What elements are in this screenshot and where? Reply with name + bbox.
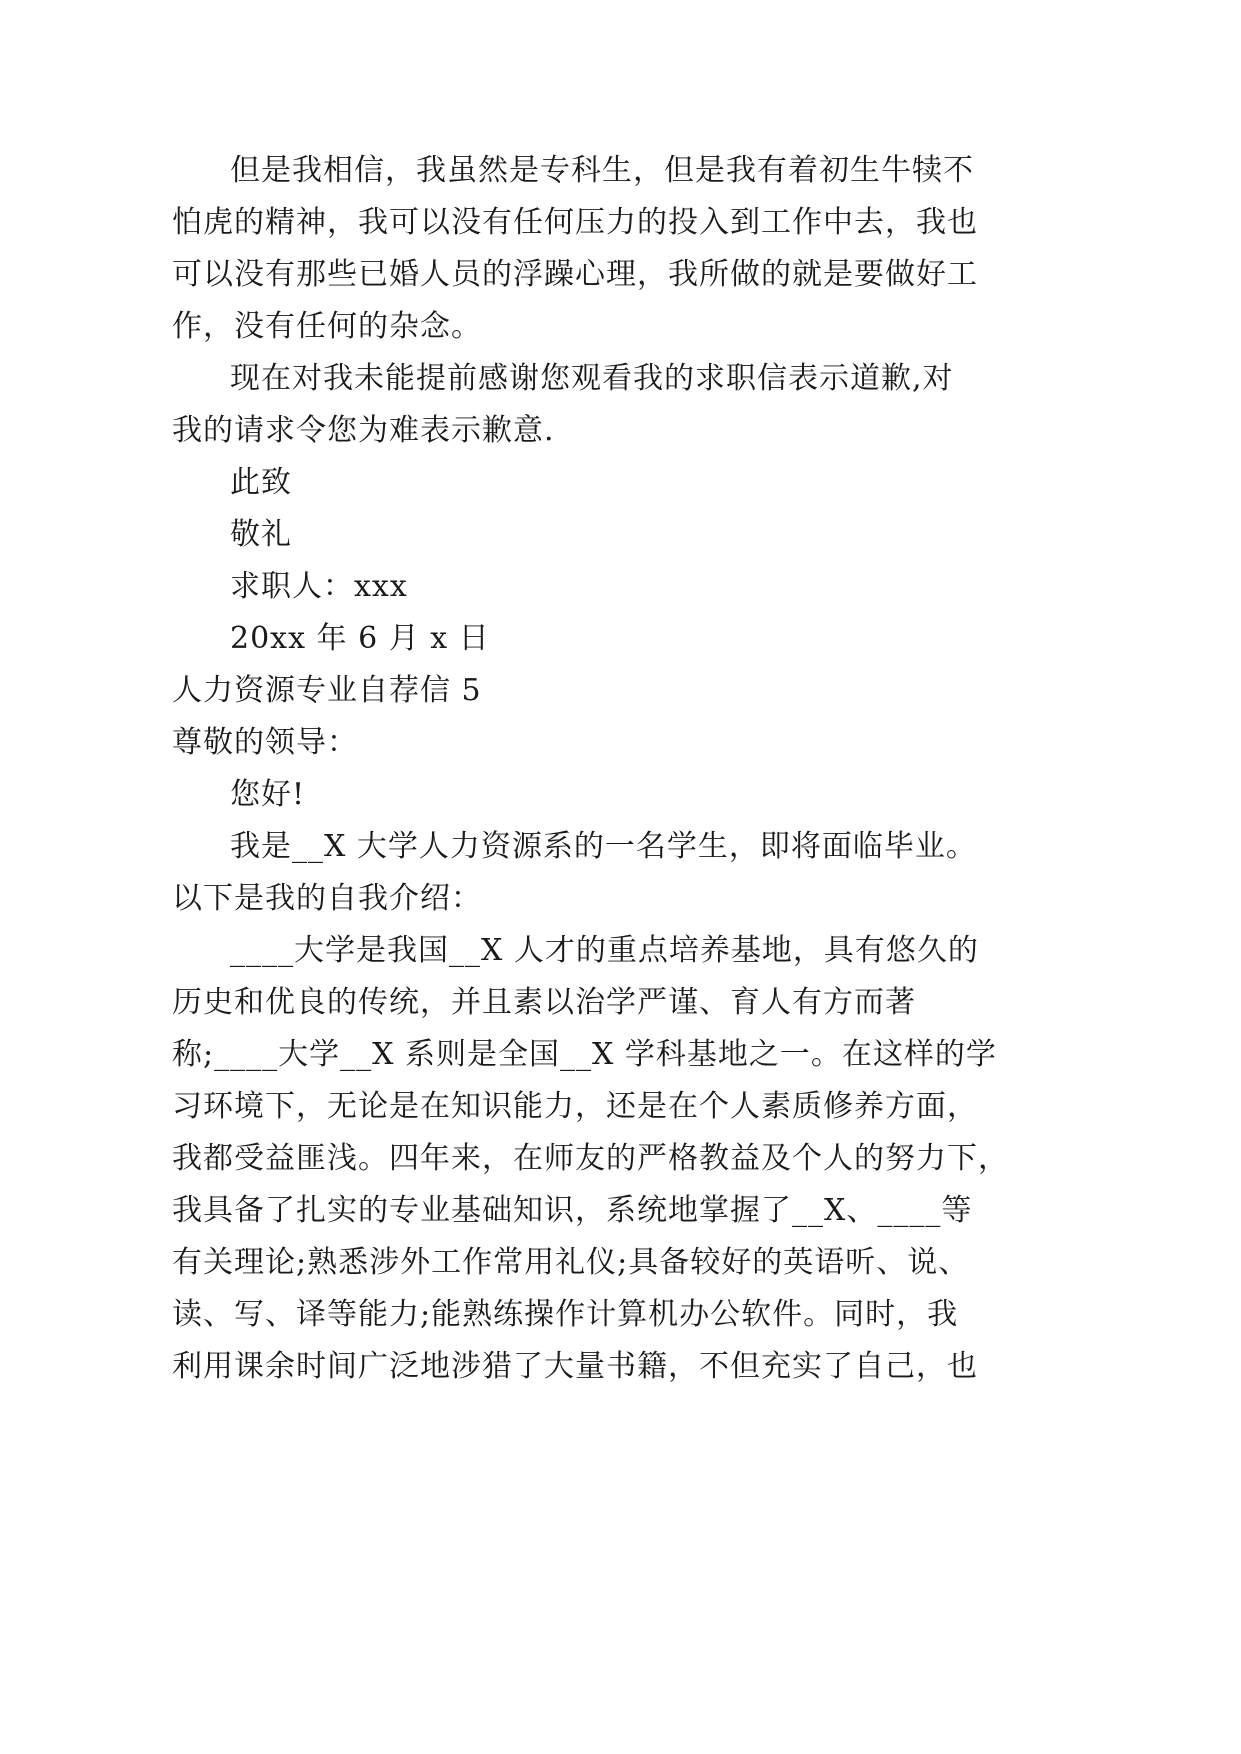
signature-line: 求职人：xxx bbox=[230, 569, 408, 604]
body-line: 以下是我的自我介绍： bbox=[172, 881, 482, 916]
section-title: 人力资源专业自荐信 5 bbox=[172, 673, 482, 708]
closing-line: 敬礼 bbox=[230, 517, 292, 552]
greeting: 您好! bbox=[230, 777, 306, 812]
body-line: 有关理论;熟悉涉外工作常用礼仪;具备较好的英语听、说、 bbox=[172, 1245, 970, 1280]
body-line: 我的请求令您为难表示歉意. bbox=[172, 413, 555, 448]
body-line: ____大学是我国__X 人才的重点培养基地，具有悠久的 bbox=[230, 933, 979, 968]
body-line: 历史和优良的传统，并且素以治学严谨、育人有方而著 bbox=[172, 985, 916, 1020]
body-line: 利用课余时间广泛地涉猎了大量书籍，不但充实了自己，也 bbox=[172, 1349, 978, 1384]
salutation: 尊敬的领导： bbox=[172, 725, 358, 760]
body-line: 读、写、译等能力;能熟练操作计算机办公软件。同时，我 bbox=[172, 1297, 959, 1332]
body-line: 习环境下，无论是在知识能力，还是在个人素质修养方面， bbox=[172, 1089, 978, 1124]
body-line: 现在对我未能提前感谢您观看我的求职信表示道歉,对 bbox=[230, 361, 954, 396]
body-line: 作，没有任何的杂念。 bbox=[172, 309, 482, 344]
body-line: 可以没有那些已婚人员的浮躁心理，我所做的就是要做好工 bbox=[172, 257, 978, 292]
body-line: 称;____大学__X 系则是全国__X 学科基地之一。在这样的学 bbox=[172, 1037, 997, 1072]
body-line: 但是我相信，我虽然是专科生，但是我有着初生牛犊不 bbox=[230, 153, 974, 188]
body-line: 我是__X 大学人力资源系的一名学生，即将面临毕业。 bbox=[230, 829, 977, 864]
body-line: 我都受益匪浅。四年来，在师友的严格教益及个人的努力下， bbox=[172, 1141, 1009, 1176]
date-line: 20xx 年 6 月 x 日 bbox=[230, 621, 490, 656]
body-line: 我具备了扎实的专业基础知识，系统地掌握了__X、____等 bbox=[172, 1193, 973, 1228]
closing-line: 此致 bbox=[230, 465, 292, 500]
body-line: 怕虎的精神，我可以没有任何压力的投入到工作中去，我也 bbox=[172, 205, 978, 240]
